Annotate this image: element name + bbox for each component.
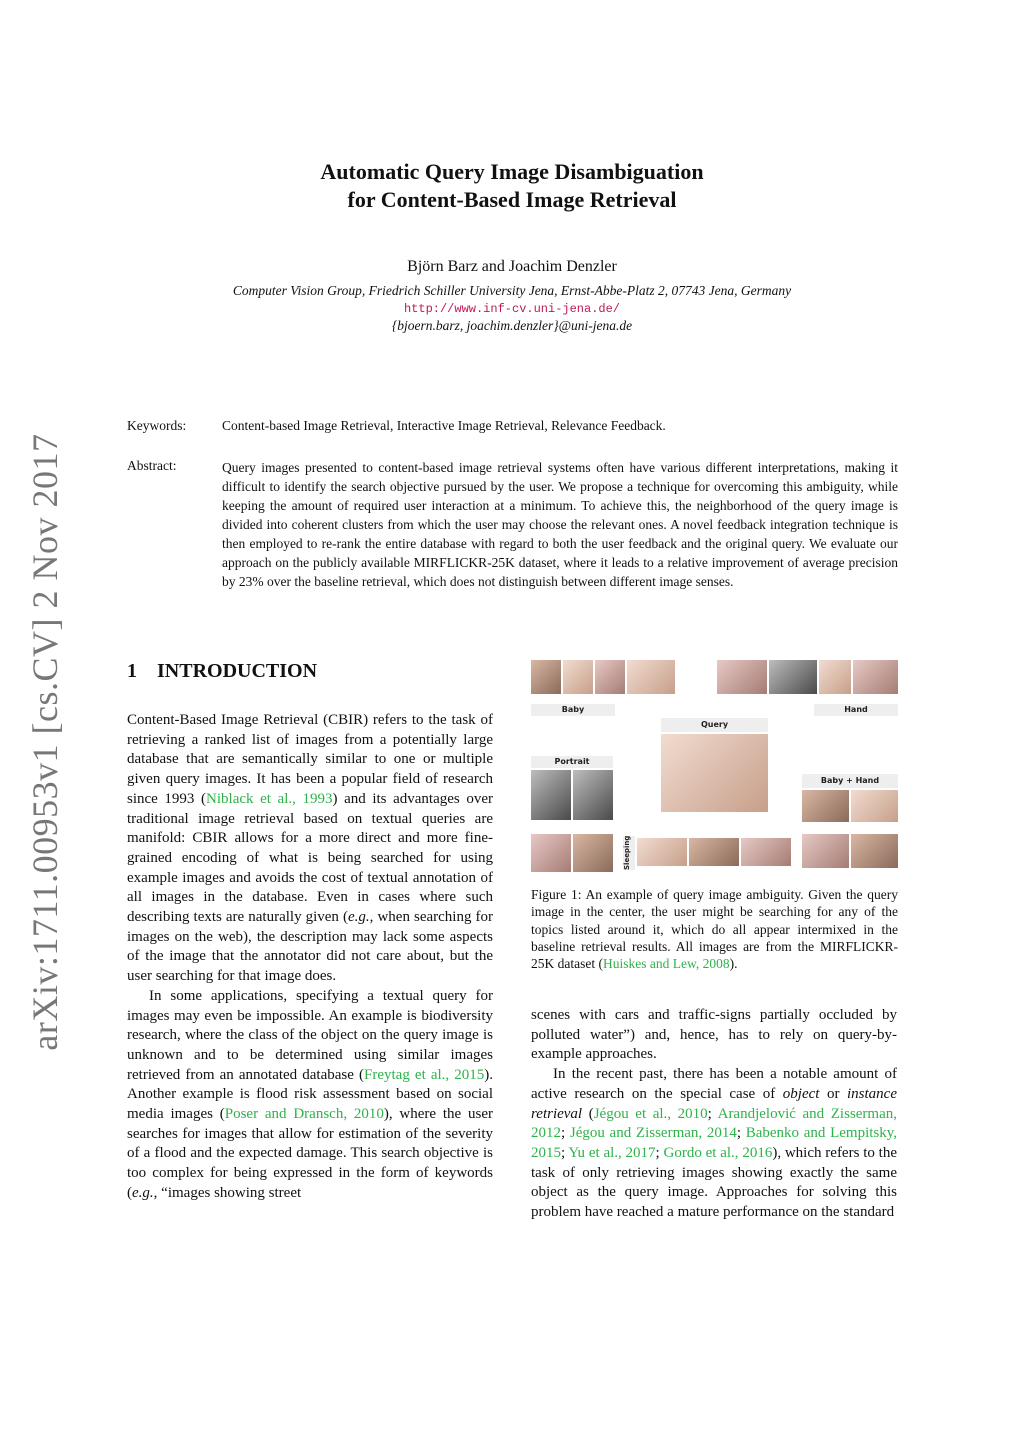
citation-link[interactable]: Yu et al., 2017 (568, 1144, 656, 1161)
paper-title (180, 158, 844, 214)
right-column (531, 1006, 897, 1223)
section-number: 1 (127, 660, 137, 682)
email: {bjoern.barz, joachim.denzler}@uni-jena.de (391, 318, 633, 333)
citation-link[interactable]: Freytag et al., 2015 (364, 1066, 485, 1083)
figure-1 (531, 660, 898, 880)
figure-caption: Figure 1: An example of query image ambiguity. Given the query image in the center, the user might be searching for any of the topics listed around it, which do all appear intermixed in the baseline retrieval results. All images are from the MIRFLICKR-25K dataset (Huiskes and Lew, 2008). (531, 887, 898, 972)
title-line-2: for Content-Based Image Retrieval (347, 187, 677, 212)
abstract-label: Abstract: (127, 458, 177, 473)
image-thumbnail (769, 660, 817, 694)
image-thumbnail (573, 770, 613, 820)
cluster-label-baby-hand: Baby + Hand (802, 774, 898, 788)
cluster-label-sleeping: Sleeping (623, 836, 635, 870)
image-thumbnail (595, 660, 625, 694)
paragraph: Content-Based Image Retrieval (CBIR) refers to the task of retrieving a ranked list of images from a potentially large database that are semantically similar to one or multiple given query images. It has been a popular field of research since 1993 (Niblack et al., 1993) and its advantages over traditional image retrieval based on textual queries are manifold: CBIR allows for a more direct and more fine-grained encoding of what is being searched for using example images and avoids the cost of textual annotation of all images in the database. Even in cases where such describing texts are naturally given (e.g., when searching for images on the web), the description may lack some aspects of the image that the annotator did not care about, but the user searching for that image does. (127, 712, 493, 985)
citation-link[interactable]: Arandjelović and Zisserman, 2012 (531, 1105, 898, 1142)
image-thumbnail (802, 790, 849, 822)
image-thumbnail (853, 660, 898, 694)
image-thumbnail (563, 660, 593, 694)
abstract: Query images presented to content-based image retrieval systems often have various different interpretations, making it difficult to identify the search objective pursued by the user. We propose a technique for overcoming this ambiguity, while keeping the amount of required user interaction at a minimum. To achieve this, the neighborhood of the query image is divided into coherent clusters from which the user may choose the relevant ones. A novel feedback integration technique is then employed to re-rank the entire database with regard to both the user feedback and the original query. We evaluate our approach on the publicly available MIRFLICKR-25K dataset, where it leads to a relative improvement of average precision by 23% over the baseline retrieval, which does not distinguish between different image senses. (222, 460, 898, 589)
homepage-link[interactable]: http://www.inf-cv.uni-jena.de/ (403, 302, 621, 316)
citation-link[interactable]: Huiskes and Lew, 2008 (602, 956, 730, 972)
image-thumbnail (531, 660, 561, 694)
section-heading (127, 660, 317, 683)
authors: Björn Barz and Joachim Denzler (407, 258, 617, 275)
cluster-label-portrait: Portrait (531, 756, 613, 768)
citation-link[interactable]: Poser and Dransch, 2010 (224, 1106, 384, 1123)
image-thumbnail (573, 834, 613, 872)
image-thumbnail (741, 838, 791, 866)
citation-link[interactable]: Niblack et al., 1993 (206, 790, 333, 807)
image-thumbnail (531, 834, 571, 872)
query-image (661, 734, 768, 812)
arxiv-stamp: arXiv:1711.00953v1 [cs.CV] 2 Nov 2017 (25, 433, 65, 1051)
citation-link[interactable]: Jégou et al., 2010 (593, 1105, 708, 1122)
cluster-label-hand: Hand (814, 704, 898, 716)
affiliation: Computer Vision Group, Friedrich Schiller University Jena, Ernst-Abbe-Platz 2, 07743 Jena, Germany (232, 283, 792, 298)
paragraph: In the recent past, there has been a notable amount of active research on the special case of object or instance retrieval (Jégou et al., 2010; Arandjelović and Zisserman, 2012; Jégou and Zisserman, 2014; Babenko and Lempitsky, 2015; Yu et al., 2017; Gordo et al., 2016), which refers to the task of only retrieving images showing exactly the same object as the query image. Approaches for solving this problem have reached a mature performance on the standard (531, 1066, 898, 1221)
image-thumbnail (717, 660, 767, 694)
citation-link[interactable]: Gordo et al., 2016 (663, 1144, 773, 1161)
citation-link[interactable]: Babenko and Lempitsky, 2015 (531, 1125, 898, 1161)
image-thumbnail (689, 838, 739, 866)
keywords: Content-based Image Retrieval, Interactive Image Retrieval, Relevance Feedback. (222, 418, 666, 433)
title-line-1: Automatic Query Image Disambiguation (320, 159, 704, 184)
image-thumbnail (637, 838, 687, 866)
image-thumbnail (627, 660, 675, 694)
citation-link[interactable]: Jégou and Zisserman, 2014 (569, 1125, 737, 1142)
left-column (127, 711, 493, 1204)
image-thumbnail (531, 770, 571, 820)
image-thumbnail (851, 790, 898, 822)
image-thumbnail (819, 660, 851, 694)
query-label: Query (661, 718, 768, 732)
image-thumbnail (851, 834, 898, 868)
paragraph: In some applications, specifying a textual query for images may even be impossible. An example is biodiversity research, where the class of the object on the query image is unknown and to be determined using similar images retrieved from an annotated database (Freytag et al., 2015). Another example is flood risk assessment based on social media images (Poser and Dransch, 2010), where the user searches for images that allow for estimation of the severity of a flood and the expected damage. This search objective is too complex for being expressed in the form of keywords (e.g., “images showing street (127, 987, 493, 1201)
keywords-label: Keywords: (127, 418, 187, 433)
section-title: INTRODUCTION (157, 660, 318, 682)
cluster-label-baby: Baby (531, 704, 615, 716)
paragraph: scenes with cars and traffic-signs partially occluded by polluted water”) and, hence, has to rely on query-by-example approaches. (531, 1007, 897, 1063)
image-thumbnail (802, 834, 849, 868)
